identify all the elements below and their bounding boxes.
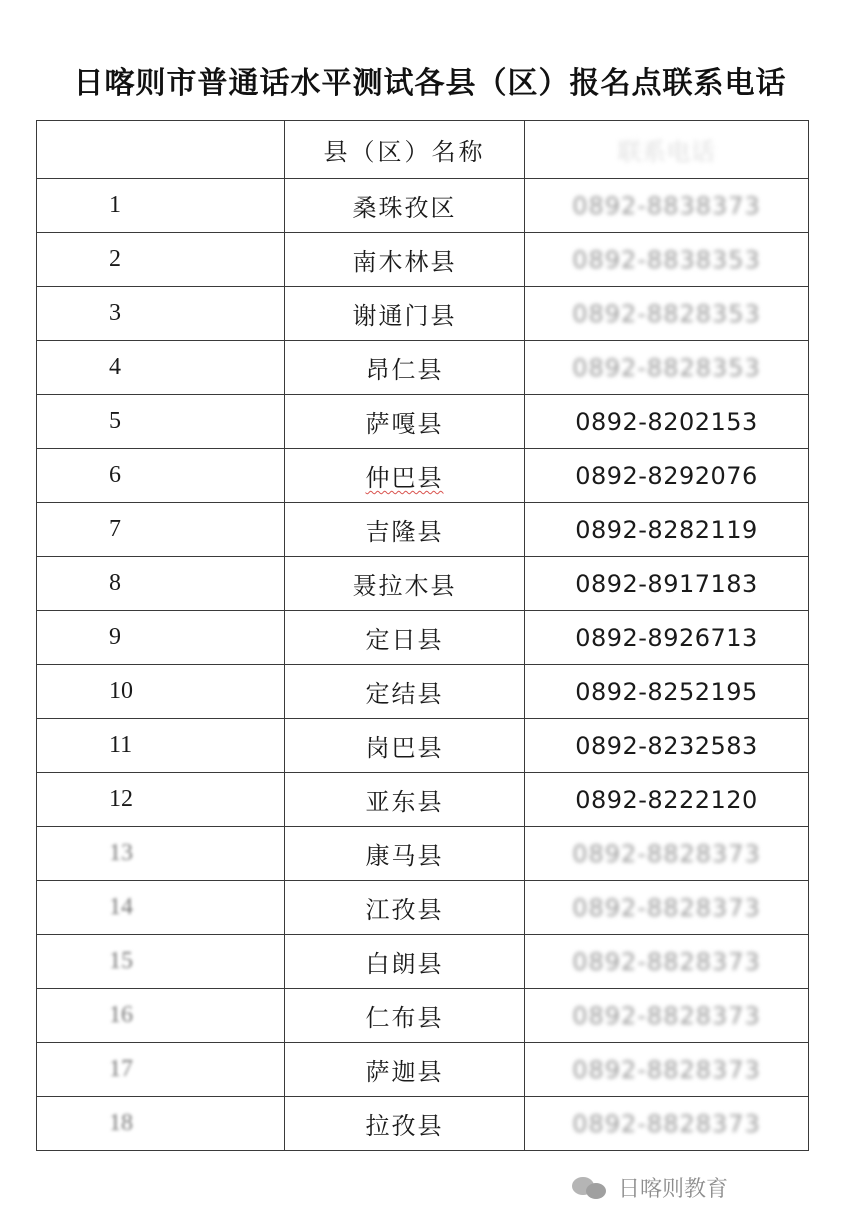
row-number: 13 <box>37 827 285 881</box>
row-number: 2 <box>37 233 285 287</box>
phone-number: 0892-8828373 <box>525 935 809 989</box>
table-row <box>37 665 809 719</box>
table-row <box>37 179 809 233</box>
phone-number: 0892-8828373 <box>525 827 809 881</box>
header-no <box>37 121 285 179</box>
header-name: 县（区）名称 <box>285 121 525 179</box>
row-number: 7 <box>37 503 285 557</box>
row-number: 17 <box>37 1043 285 1097</box>
county-name <box>285 881 525 935</box>
county-name-text: 拉孜县 <box>365 1112 444 1140</box>
phone-number: 0892-8828373 <box>525 1097 809 1151</box>
county-name <box>285 665 525 719</box>
county-name-text: 吉隆县 <box>365 518 444 546</box>
phone-number: 0892-8838373 <box>525 179 809 233</box>
contact-table <box>36 120 809 1151</box>
table-row <box>37 1043 809 1097</box>
county-name-text: 定日县 <box>365 626 444 654</box>
phone-number: 0892-8202153 <box>525 395 809 449</box>
table-row <box>37 881 809 935</box>
phone-number: 0892-8222120 <box>525 773 809 827</box>
phone-number: 0892-8926713 <box>525 611 809 665</box>
county-name <box>285 233 525 287</box>
phone-number: 0892-8252195 <box>525 665 809 719</box>
county-name-text: 萨迦县 <box>365 1058 444 1086</box>
row-number: 15 <box>37 935 285 989</box>
phone-number: 0892-8828353 <box>525 341 809 395</box>
county-name-text: 定结县 <box>365 680 444 708</box>
phone-number: 0892-8917183 <box>525 557 809 611</box>
table-row <box>37 341 809 395</box>
county-name-text: 白朗县 <box>365 950 444 978</box>
county-name <box>285 611 525 665</box>
county-name <box>285 395 525 449</box>
row-number: 16 <box>37 989 285 1043</box>
phone-number: 0892-8232583 <box>525 719 809 773</box>
row-number: 4 <box>37 341 285 395</box>
row-number: 11 <box>37 719 285 773</box>
county-name <box>285 827 525 881</box>
county-name-text: 桑珠孜区 <box>352 194 457 222</box>
phone-number: 0892-8828373 <box>525 881 809 935</box>
county-name-text: 萨嘎县 <box>365 410 444 438</box>
table-row <box>37 233 809 287</box>
county-name <box>285 935 525 989</box>
row-number: 18 <box>37 1097 285 1151</box>
chat-bubble-icon <box>572 1175 608 1201</box>
phone-number: 0892-8828373 <box>525 989 809 1043</box>
row-number: 12 <box>37 773 285 827</box>
county-name <box>285 719 525 773</box>
row-number: 3 <box>37 287 285 341</box>
row-number: 9 <box>37 611 285 665</box>
county-name <box>285 1043 525 1097</box>
row-number: 6 <box>37 449 285 503</box>
county-name <box>285 449 525 503</box>
table-row <box>37 719 809 773</box>
county-name <box>285 503 525 557</box>
county-name <box>285 1097 525 1151</box>
phone-number: 0892-8828353 <box>525 287 809 341</box>
county-name-text: 昂仁县 <box>365 356 444 384</box>
table-row <box>37 611 809 665</box>
watermark <box>572 1172 728 1203</box>
phone-number: 0892-8292076 <box>525 449 809 503</box>
row-number: 14 <box>37 881 285 935</box>
phone-number: 0892-8838353 <box>525 233 809 287</box>
page-title: 日喀则市普通话水平测试各县（区）报名点联系电话 <box>73 66 787 101</box>
county-name <box>285 287 525 341</box>
county-name <box>285 557 525 611</box>
table-row <box>37 935 809 989</box>
table-header-row <box>37 121 809 179</box>
county-name-text: 江孜县 <box>365 896 444 924</box>
table-row <box>37 395 809 449</box>
county-name <box>285 341 525 395</box>
row-number: 10 <box>37 665 285 719</box>
table-row <box>37 557 809 611</box>
county-name-text: 仁布县 <box>365 1004 444 1032</box>
table-row <box>37 449 809 503</box>
table-row <box>37 1097 809 1151</box>
county-name <box>285 989 525 1043</box>
county-name-text: 聂拉木县 <box>352 572 457 600</box>
watermark-text: 日喀则教育 <box>618 1177 729 1202</box>
county-name-text: 亚东县 <box>365 788 444 816</box>
row-number: 5 <box>37 395 285 449</box>
county-name-text: 岗巴县 <box>365 734 444 762</box>
table-row <box>37 773 809 827</box>
row-number: 8 <box>37 557 285 611</box>
county-name-text: 仲巴县 <box>365 464 444 492</box>
table-row <box>37 287 809 341</box>
county-name <box>285 179 525 233</box>
table-row <box>37 989 809 1043</box>
phone-number: 0892-8828373 <box>525 1043 809 1097</box>
county-name <box>285 773 525 827</box>
phone-number: 0892-8282119 <box>525 503 809 557</box>
county-name-text: 康马县 <box>365 842 444 870</box>
table-row <box>37 827 809 881</box>
table-row <box>37 503 809 557</box>
county-name-text: 南木林县 <box>352 248 457 276</box>
row-number: 1 <box>37 179 285 233</box>
header-phone: 联系电话 <box>525 121 809 179</box>
county-name-text: 谢通门县 <box>352 302 457 330</box>
